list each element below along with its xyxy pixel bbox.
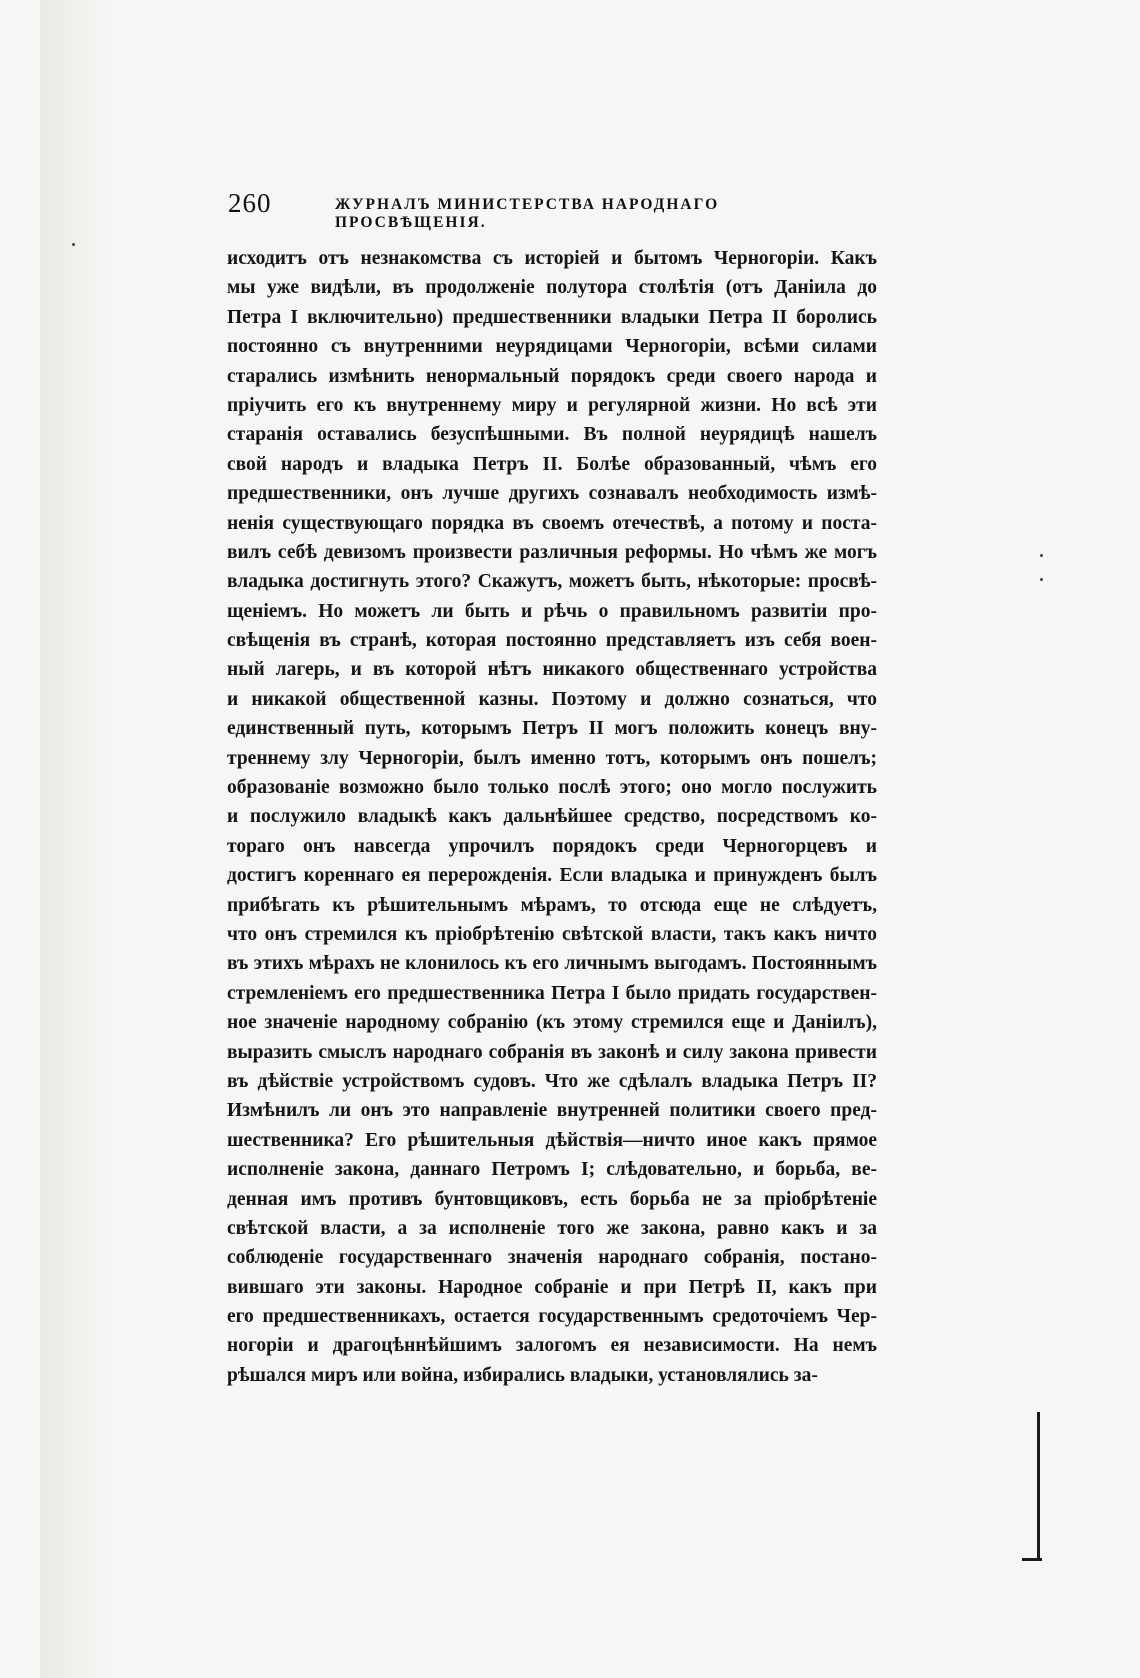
text-line: что онъ стремился къ пріобрѣтенію свѣтской власти, такъ какъ ничто: [227, 923, 877, 945]
text-line: вившаго эти законы. Народное собраніе и при Петрѣ II, какъ при: [227, 1276, 877, 1298]
text-line: стремленіемъ его предшественника Петра I было придать государствен-: [227, 982, 877, 1004]
text-line: ненія существующаго порядка въ своемъ отечествѣ, а потому и поста-: [227, 512, 877, 534]
scan-speck: [1040, 578, 1043, 581]
text-line: исходитъ отъ незнакомства съ исторіей и бытомъ Черногоріи. Какъ: [227, 248, 877, 269]
text-line: свой народъ и владыка Петръ II. Болѣе образованный, чѣмъ его: [227, 453, 877, 475]
text-line: достигъ кореннаго ея перерожденія. Если владыка и принужденъ былъ: [227, 865, 877, 887]
running-title: ЖУРНАЛЪ МИНИСТЕРСТВА НАРОДНАГО ПРОСВѢЩЕНІЯ.: [335, 196, 720, 231]
text-line: и послужило владыкѣ какъ дальнѣйшее средство, посредствомъ ко-: [227, 806, 877, 828]
text-line: и никакой общественной казны. Поэтому и должно сознаться, что: [227, 688, 877, 710]
text-line: постоянно съ внутренними неурядицами Черногоріи, всѣми силами: [227, 336, 877, 358]
text-line: рѣшался миръ или война, избирались владыки, установлялись за-: [227, 1364, 818, 1386]
text-line: предшественники, онъ лучше другихъ сознавалъ необходимость измѣ-: [227, 483, 877, 505]
text-line: свѣщенія въ странѣ, которая постоянно представляетъ изъ себя воен-: [227, 630, 877, 652]
text-line: Измѣнилъ ли онъ это направленіе внутренней политики своего пред-: [227, 1100, 877, 1122]
page-edge-rule-foot: [1022, 1558, 1042, 1561]
page-number: 260: [228, 188, 272, 218]
text-line: тораго онъ навсегда упрочилъ порядокъ среди Черногорцевъ и: [227, 835, 877, 857]
text-line: денная имъ противъ бунтовщиковъ, есть борьба не за пріобрѣтеніе: [227, 1188, 877, 1210]
text-line: свѣтской власти, а за исполненіе того же закона, равно какъ и за: [227, 1217, 877, 1239]
text-line: ное значеніе народному собранію (къ этому стремился еще и Даніилъ),: [227, 1012, 877, 1034]
text-line: мы уже видѣли, въ продолженіе полутора столѣтія (отъ Даніила до: [227, 277, 877, 299]
text-line: въ дѣйствіе устройствомъ судовъ. Что же сдѣлалъ владыка Петръ II?: [227, 1070, 877, 1092]
text-line: ногоріи и драгоцѣннѣйшимъ залогомъ ея независимости. На немъ: [227, 1335, 877, 1357]
scan-speck: [72, 243, 75, 246]
text-line: владыка достигнуть этого? Скажутъ, можетъ быть, нѣкоторые: просвѣ-: [227, 571, 877, 593]
text-line: образованіе возможно было только послѣ этого; оно могло послужить: [227, 777, 877, 799]
text-line: соблюденіе государственнаго значенія народнаго собранія, постано-: [227, 1247, 877, 1269]
text-line: вилъ себѣ девизомъ произвести различныя реформы. Но чѣмъ же могъ: [227, 541, 877, 563]
page-header: [228, 188, 868, 231]
text-line: шественника? Его рѣшительныя дѣйствія—ничто иное какъ прямое: [227, 1129, 877, 1151]
page-edge-rule: [1037, 1412, 1040, 1560]
body-text: [227, 244, 877, 1390]
text-line: ный лагерь, и въ которой нѣтъ никакого общественнаго устройства: [227, 659, 877, 681]
text-line: исполненіе закона, даннаго Петромъ I; слѣдовательно, и борьба, ве-: [227, 1159, 877, 1181]
text-line: Петра I включительно) предшественники владыки Петра II боролись: [227, 306, 877, 328]
text-line: щеніемъ. Но можетъ ли быть и рѣчь о правильномъ развитіи про-: [227, 600, 877, 622]
text-line: пріучить его къ внутреннему миру и регулярной жизни. Но всѣ эти: [227, 394, 877, 416]
text-line: въ этихъ мѣрахъ не клонилось къ его личнымъ выгодамъ. Постояннымъ: [227, 953, 877, 975]
scan-speck: [1040, 554, 1043, 557]
text-line: треннему злу Черногоріи, былъ именно тотъ, которымъ онъ пошелъ;: [227, 747, 877, 769]
text-line: единственный путь, которымъ Петръ II могъ положить конецъ вну-: [227, 718, 877, 740]
text-line: старанія оставались безуспѣшными. Въ полной неурядицѣ нашелъ: [227, 424, 877, 446]
text-line: старались измѣнить ненормальный порядокъ среди своего народа и: [227, 365, 877, 387]
scan-shadow: [40, 0, 110, 1678]
text-line: его предшественникахъ, остается государственнымъ средоточіемъ Чер-: [227, 1306, 877, 1328]
text-line: выразить смыслъ народнаго собранія въ законѣ и силу закона привести: [227, 1041, 877, 1063]
text-line: прибѣгать къ рѣшительнымъ мѣрамъ, то отсюда еще не слѣдуетъ,: [227, 894, 877, 916]
